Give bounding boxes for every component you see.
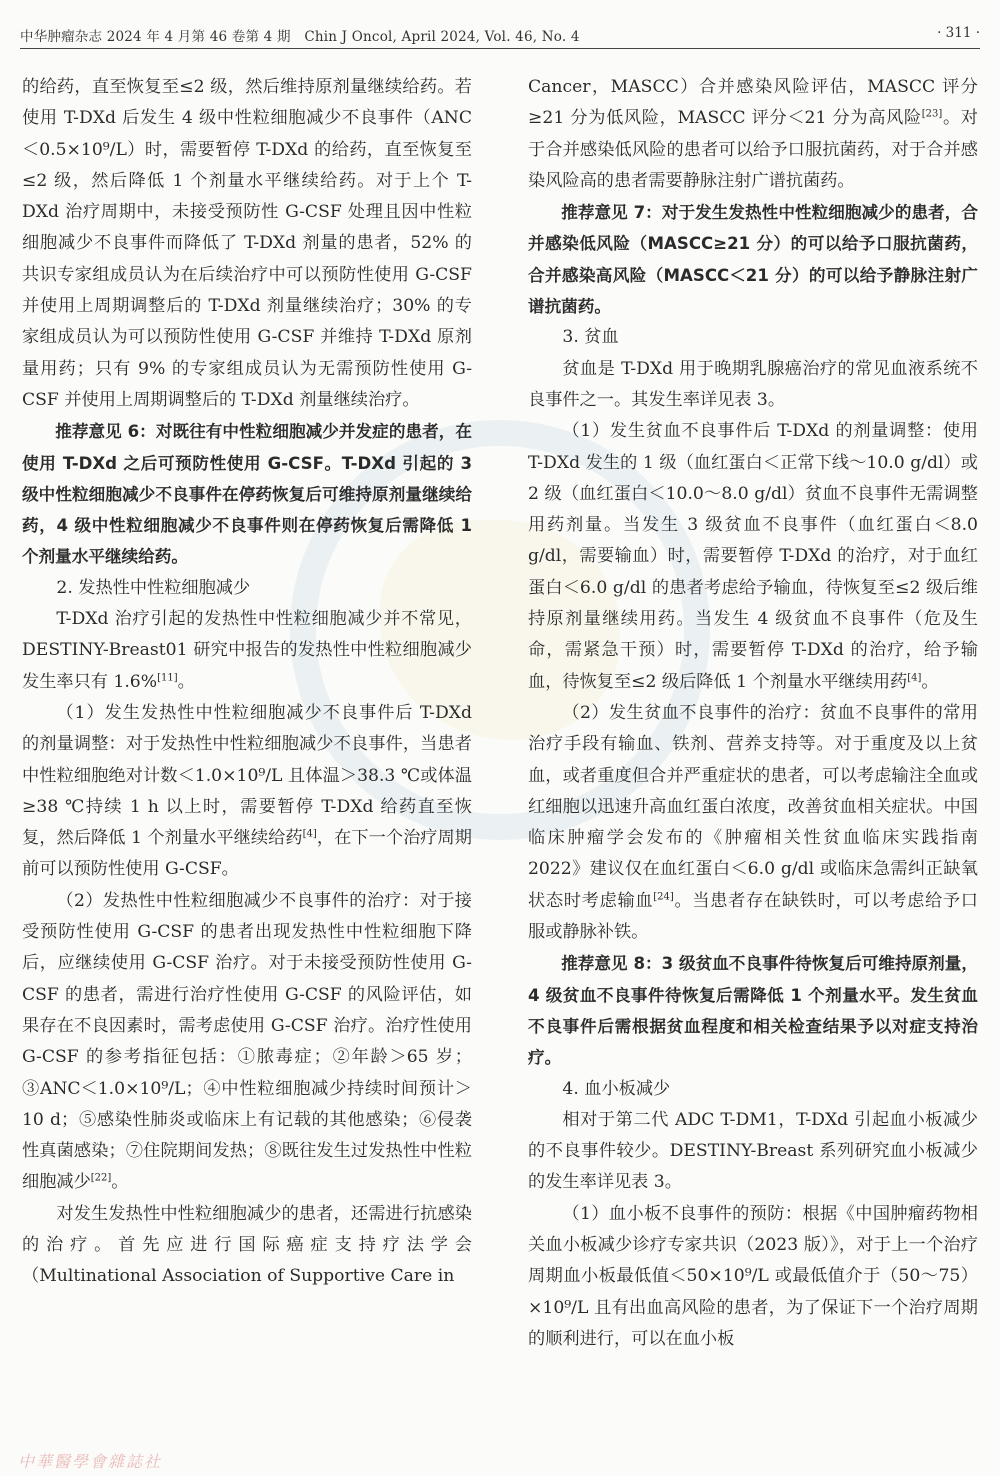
page-number: · 311 · [937,25,980,41]
paragraph [528,72,978,197]
paragraph-text: 的给药，直至恢复至≤2 级，然后维持原剂量继续给药。若使用 T-DXd 后发生 4 级中性粒细胞减少不良事件（ANC＜0.5×10⁹/L）时，需要暂停 T-DXd 的给药，直至恢复至≤2 级，然后降低 1 个剂量水平继续给药。对于上个 T-DXd 治疗周期中，未接受预防性 G-CSF 处理且因中性粒细胞减少不良事件而降低了 T-DXd 剂量的患者，52% 的共识专家组成员认为在后续治疗中可以预防性使用 G-CSF 并使用上周期调整后的 T-DXd 剂量继续治疗；30% 的专家组成员认为可以预防性使用 G-CSF 并维持 T-DXd 原剂量用药；只有 9% 的专家组成员认为无需预防性使用 G-CSF 并使用上周期调整后的 T-DXd 剂量继续治疗。 [22,77,472,410]
paragraph-text: 相对于第二代 ADC T-DM1，T-DXd 引起血小板减少的不良事件较少。DESTINY-Breast 系列研究血小板减少的发生率详见表 3。 [528,1109,978,1193]
paragraph-text: Cancer，MASCC）合并感染风险评估，MASCC 评分≥21 分为低风险，MASCC 评分＜21 分为高风险 [528,77,978,129]
right-column [528,72,978,1355]
citation-ref: [23] [921,108,943,120]
paragraph [528,1199,978,1355]
paragraph-tail: ，在下一个治疗周期前可以预防性使用 G-CSF。 [22,828,472,880]
paragraph-text: （1）发生贫血不良事件后 T-DXd 的剂量调整：使用 T-DXd 发生的 1 级（血红蛋白＜正常下线～10.0 g/dl）或 2 级（血红蛋白＜10.0～8.0 g/dl）贫血不良事件无需调整用药剂量。当发生 3 级贫血不良事件（血红蛋白＜8.0 g/dl，需要输血）时，需要暂停 T-DXd 的治疗，对于血红蛋白＜6.0 g/dl 的患者考虑给予输血，待恢复至≤2 级后维持原剂量继续用药。当发生 4 级贫血不良事件（危及生命，需紧急干预）时，需要暂停 T-DXd 的治疗，给予输血，待恢复至≤2 级后降低 1 个剂量水平继续用药 [528,421,978,692]
paragraph-text: 推荐意见 7：对于发生发热性中性粒细胞减少的患者，合并感染低风险（MASCC≥21 分）的可以给予口服抗菌药，合并感染高风险（MASCC＜21 分）的可以给予静脉注射广谱抗菌药。 [528,203,978,317]
paragraph-text: 对发生发热性中性粒细胞减少的患者，还需进行抗感染的治疗。首先应进行国际癌症支持疗法学会（Multinational Association of Supportive Care in [22,1203,472,1287]
paragraph-text: （1）发生发热性中性粒细胞减少不良事件后 T-DXd 的剂量调整：对于发热性中性粒细胞减少不良事件，当患者中性粒细胞绝对计数＜1.0×10⁹/L 且体温＞38.3 ℃或体温≥38 ℃持续 1 h 以上时，需要暂停 T-DXd 给药直至恢复，然后降低 1 个剂量水平继续给药 [22,702,472,849]
paragraph [528,416,978,698]
paragraph [22,604,472,698]
paragraph-text: 2. 发热性中性粒细胞减少 [56,577,251,598]
paragraph [22,886,472,1199]
paragraph-tail: 。 [111,1172,129,1193]
paragraph [528,354,978,417]
section-heading [528,322,978,353]
paragraph-text: 推荐意见 6：对既往有中性粒细胞减少并发症的患者，在使用 T-DXd 之后可预防性使用 G-CSF。T-DXd 引起的 3 级中性粒细胞减少不良事件在停药恢复后可维持原剂量继续给药，4 级中性粒细胞减少不良事件则在停药恢复后需降低 1 个剂量水平继续给药。 [22,422,472,567]
citation-ref: [11] [157,671,178,683]
section-heading [528,1074,978,1105]
paragraph-text: 4. 血小板减少 [562,1078,671,1099]
paragraph [22,1199,472,1293]
paragraph [528,698,978,948]
paragraph-tail: 。 [921,671,939,692]
left-column [22,72,472,1293]
running-header [20,22,980,49]
citation-ref: [4] [907,671,922,683]
recommendation-paragraph [528,948,978,1073]
paragraph [22,698,472,886]
paragraph-text: 推荐意见 8：3 级贫血不良事件待恢复后可维持原剂量，4 级贫血不良事件待恢复后需降低 1 个剂量水平。发生贫血不良事件后需根据贫血程度和相关检查结果予以对症支持治疗。 [528,954,978,1068]
paragraph [528,1105,978,1199]
section-heading [22,573,472,604]
paragraph-text: （2）发热性中性粒细胞减少不良事件的治疗：对于接受预防性使用 G-CSF 的患者出现发热性中性粒细胞下降后，应继续使用 G-CSF 治疗。对于未接受预防性使用 G-CSF 的患者，需进行治疗性使用 G-CSF 的风险评估，如果存在不良因素时，需考虑使用 G-CSF 治疗。治疗性使用 G-CSF 的参考指征包括：①脓毒症；②年龄＞65 岁；③ANC＜1.0×10⁹/L；④中性粒细胞减少持续时间预计＞10 d；⑤感染性肺炎或临床上有记载的其他感染；⑥侵袭性真菌感染；⑦住院期间发热；⑧既往发生过发热性中性粒细胞减少 [22,890,472,1193]
paragraph [22,72,472,416]
publisher-watermark: 中華醫學會雜誌社 [18,1452,163,1471]
paragraph-text: 贫血是 T-DXd 用于晚期乳腺癌治疗的常见血液系统不良事件之一。其发生率详见表 3。 [528,358,978,410]
paragraph-text: T-DXd 治疗引起的发热性中性粒细胞减少并不常见，DESTINY-Breast01 研究中报告的发热性中性粒细胞减少发生率只有 1.6% [22,609,472,692]
recommendation-paragraph [528,197,978,322]
paragraph-text: （1）血小板不良事件的预防：根据《中国肿瘤药物相关血小板减少诊疗专家共识（2023 版）》，对于上一个治疗周期血小板最低值＜50×10⁹/L 或最低值介于（50～75）×10⁹/L 且有出血高风险的患者，为了保证下一个治疗周期的顺利进行，可以在血小板 [528,1203,978,1349]
journal-citation: 中华肿瘤杂志 2024 年 4 月第 46 卷第 4 期 Chin J Oncol, April 2024, Vol. 46, No. 4 [20,29,580,45]
paragraph-tail: 。 [177,671,195,692]
paragraph-tail: 。当患者存在缺铁时，可以考虑给予口服或静脉补铁。 [528,890,978,943]
citation-ref: [4] [302,828,317,840]
citation-ref: [22] [90,1172,112,1184]
paragraph-text: （2）发生贫血不良事件的治疗：贫血不良事件的常用治疗手段有输血、铁剂、营养支持等。对于重度及以上贫血，或者重度但合并严重症状的患者，可以考虑输注全血或红细胞以迅速升高血红蛋白浓度，改善贫血相关症状。中国临床肿瘤学会发布的《肿瘤相关性贫血临床实践指南 2022》建议仅在血红蛋白＜6.0 g/dl 或临床急需纠正缺氧状态时考虑输血 [528,702,978,911]
citation-ref: [24] [653,890,674,902]
recommendation-paragraph [22,416,472,572]
paragraph-tail: 。对于合并感染低风险的患者可以给予口服抗菌药，对于合并感染风险高的患者需要静脉注射广谱抗菌药。 [528,108,978,191]
paragraph-text: 3. 贫血 [562,327,619,348]
